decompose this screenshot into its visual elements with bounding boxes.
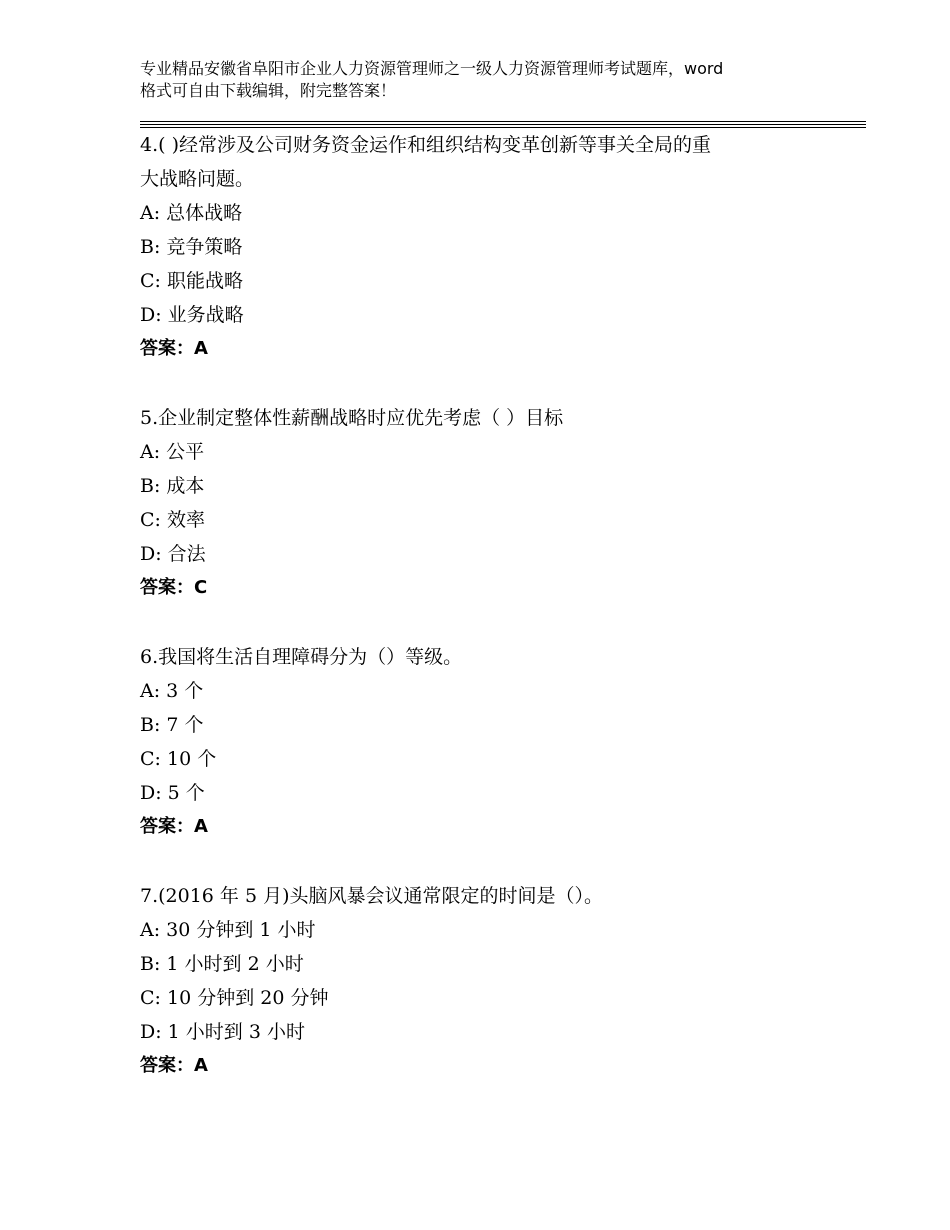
option-b: B: 竞争策略	[140, 236, 243, 258]
option-a: A: 总体战略	[140, 202, 243, 224]
option-c: C: 效率	[140, 509, 205, 531]
option-c: C: 职能战略	[140, 270, 243, 292]
option-d: D: 1 小时到 3 小时	[140, 1021, 305, 1043]
answer-label: 答案：A	[140, 1055, 208, 1076]
question-list	[140, 128, 840, 1083]
question-spacer	[140, 366, 840, 401]
option-c: C: 10 个	[140, 748, 217, 770]
option-d: D: 业务战略	[140, 304, 244, 326]
answer-label: 答案：A	[140, 816, 208, 837]
question-6	[140, 640, 840, 844]
question-stem-continued: 大战略问题。	[140, 168, 255, 190]
option-b: B: 成本	[140, 475, 205, 497]
header-line-1: 专业精品安徽省阜阳市企业人力资源管理师之一级人力资源管理师考试题库，word	[140, 59, 724, 78]
question-5	[140, 401, 840, 605]
option-a: A: 30 分钟到 1 小时	[140, 919, 316, 941]
question-4	[140, 128, 840, 366]
option-c: C: 10 分钟到 20 分钟	[140, 987, 329, 1009]
option-b: B: 1 小时到 2 小时	[140, 953, 304, 975]
document-header	[140, 58, 840, 102]
question-stem: 5.企业制定整体性薪酬战略时应优先考虑（ ）目标	[140, 407, 564, 429]
question-stem: 4.( )经常涉及公司财务资金运作和组织结构变革创新等事关全局的重	[140, 134, 711, 156]
question-spacer	[140, 844, 840, 879]
option-d: D: 5 个	[140, 782, 205, 804]
option-a: A: 3 个	[140, 680, 204, 702]
question-stem: 7.(2016 年 5 月)头脑风暴会议通常限定的时间是（）。	[140, 885, 604, 907]
header-line-2: 格式可自由下载编辑，附完整答案！	[140, 81, 397, 100]
option-d: D: 合法	[140, 543, 206, 565]
answer-label: 答案：C	[140, 577, 208, 598]
answer-label: 答案：A	[140, 338, 208, 359]
option-a: A: 公平	[140, 441, 205, 463]
question-7	[140, 879, 840, 1083]
option-b: B: 7 个	[140, 714, 204, 736]
question-spacer	[140, 605, 840, 640]
header-divider	[140, 121, 866, 122]
question-stem: 6.我国将生活自理障碍分为（）等级。	[140, 646, 463, 668]
header-divider	[140, 124, 866, 125]
